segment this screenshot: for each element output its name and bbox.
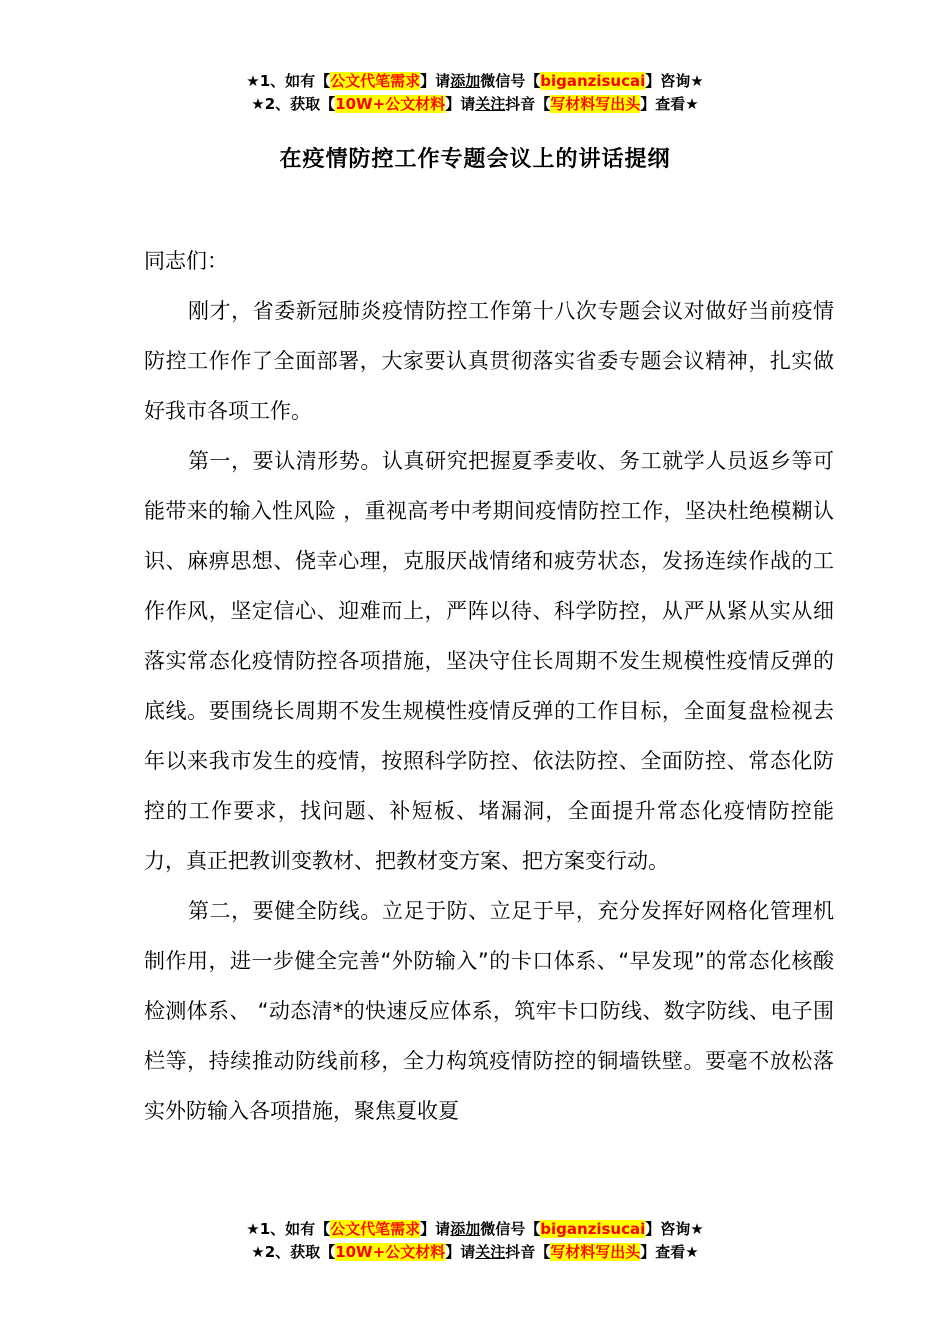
notice-text: 】查看★ — [640, 1243, 699, 1261]
notice-highlight: 公文代笔需求 — [330, 72, 421, 90]
notice-text: 】请 — [420, 72, 451, 90]
notice-highlight: 10W+公文材料 — [335, 95, 446, 113]
notice-highlight: biganzisucai — [540, 1220, 646, 1238]
notice-text: 抖音【 — [505, 1243, 551, 1261]
footer-notice — [0, 1218, 950, 1264]
paragraph-first: 第一，要认清形势。认真研究把握夏季麦收、务工就学人员返乡等可能带来的输入性风险 ，重视高考中考期间疫情防控工作，坚决杜绝模糊认识、麻痹思想、侥幸心理，克服厌战情绪和疲劳状态，发扬连续作战的工作作风，坚定信心、迎难而上，严阵以待、科学防控，从严从紧从实从细落实常态化疫情防控各项措施，坚决守住长周期不发生规模性疫情反弹的底线。要围绕长周期不发生规模性疫情反弹的工作目标，全面复盘检视去年以来我市发生的疫情，按照科学防控、依法防控、全面防控、常态化防控的工作要求，找问题、补短板、堵漏洞，全面提升常态化疫情防控能力，真正把教训变教材、把教材变方案、把方案变行动。 — [144, 449, 834, 873]
header-notice — [0, 70, 950, 116]
notice-highlight: 10W+公文材料 — [335, 1243, 446, 1261]
notice-text: ★2、获取【 — [251, 1243, 336, 1261]
notice-underline: 添加 — [450, 1220, 481, 1238]
notice-highlight: 写材料写出头 — [550, 95, 641, 113]
notice-text: 】请 — [420, 1220, 451, 1238]
notice-text: 】咨询★ — [645, 72, 704, 90]
notice-text: 微信号【 — [480, 1220, 541, 1238]
notice-text: 】请 — [445, 1243, 476, 1261]
notice-line-2 — [0, 93, 950, 116]
notice-line-2 — [0, 1241, 950, 1264]
notice-highlight: 公文代笔需求 — [330, 1220, 421, 1238]
notice-text: 】查看★ — [640, 95, 699, 113]
notice-text: ★2、获取【 — [251, 95, 336, 113]
notice-text: 】请 — [445, 95, 476, 113]
paragraph-intro: 刚才，省委新冠肺炎疫情防控工作第十八次专题会议对做好当前疫情防控工作作了全面部署，大家要认真贯彻落实省委专题会议精神，扎实做好我市各项工作。 — [144, 299, 834, 423]
notice-text: 抖音【 — [505, 95, 551, 113]
notice-line-1 — [0, 70, 950, 93]
document-body — [144, 236, 834, 1136]
notice-text: ★1、如有【 — [246, 1220, 331, 1238]
notice-underline: 关注 — [475, 95, 506, 113]
paragraph-second: 第二，要健全防线。立足于防、立足于早，充分发挥好网格化管理机制作用，进一步健全完善“外防输入”的卡口体系、“早发现”的常态化核酸检测体系、 “动态清*的快速反应体系，筑牢卡口防线、数字防线、电子围栏等，持续推动防线前移，全力构筑疫情防控的铜墙铁壁。要毫不放松落实外防输入各项措施，聚焦夏收夏 — [144, 899, 834, 1123]
salutation: 同志们： — [144, 249, 228, 273]
notice-highlight: 写材料写出头 — [550, 1243, 641, 1261]
notice-text: 微信号【 — [480, 72, 541, 90]
notice-underline: 添加 — [450, 72, 481, 90]
notice-line-1 — [0, 1218, 950, 1241]
notice-text: ★1、如有【 — [246, 72, 331, 90]
document-title: 在疫情防控工作专题会议上的讲话提纲 — [279, 147, 671, 172]
notice-highlight: biganzisucai — [540, 72, 646, 90]
notice-text: 】咨询★ — [645, 1220, 704, 1238]
notice-underline: 关注 — [475, 1243, 506, 1261]
